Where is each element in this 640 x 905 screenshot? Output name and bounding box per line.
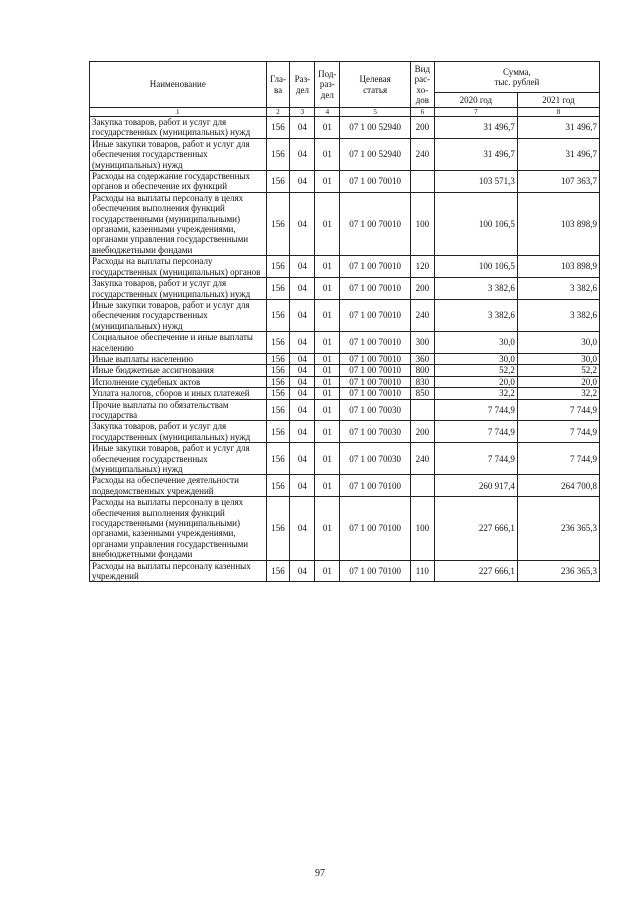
row-expense-type: 100 [410,192,434,255]
row-name: Иные закупки товаров, работ и услуг для обеспечения государственных (муниципальных) нужд [90,443,267,475]
table-row [90,497,600,560]
row-sum-2021: 103 898,9 [517,256,599,278]
table-row [90,256,600,278]
row-section: 04 [290,475,315,497]
column-number: 4 [315,108,340,117]
row-sum-2020: 31 496,7 [434,138,517,170]
row-subsection: 01 [315,399,340,421]
row-name: Исполнение судебных актов [90,376,267,387]
row-expense-type: 100 [410,497,434,560]
row-subsection: 01 [315,497,340,560]
row-expense-type: 200 [410,117,434,139]
table-row [90,117,600,139]
row-section: 04 [290,117,315,139]
row-sum-2020: 7 744,9 [434,443,517,475]
row-expense-type: 830 [410,376,434,387]
page-number: 97 [315,868,325,879]
row-name: Социальное обеспечение и иные выплаты населению [90,332,267,354]
header-chapter: Гла- ва [266,62,290,108]
row-section: 04 [290,421,315,443]
row-section: 04 [290,256,315,278]
row-expense-type: 360 [410,353,434,364]
row-expense-type: 300 [410,332,434,354]
row-target: 07 1 00 70010 [340,192,411,255]
row-chapter: 156 [266,332,290,354]
row-name: Расходы на выплаты персоналу государственных (муниципальных) органов [90,256,267,278]
row-name: Закупка товаров, работ и услуг для государственных (муниципальных) нужд [90,278,267,300]
row-section: 04 [290,138,315,170]
table-row [90,299,600,331]
header-name: Наименование [90,62,267,108]
row-sum-2021: 236 365,3 [517,560,599,582]
row-name: Закупка товаров, работ и услуг для государственных (муниципальных) нужд [90,421,267,443]
row-target: 07 1 00 70010 [340,376,411,387]
row-name: Расходы на содержание государственных органов и обеспечение их функций [90,171,267,193]
table-row [90,388,600,399]
row-target: 07 1 00 52940 [340,138,411,170]
row-subsection: 01 [315,278,340,300]
row-sum-2020: 7 744,9 [434,399,517,421]
row-sum-2020: 32,2 [434,388,517,399]
row-subsection: 01 [315,560,340,582]
row-section: 04 [290,332,315,354]
column-number: 7 [434,108,517,117]
row-sum-2021: 20,0 [517,376,599,387]
row-chapter: 156 [266,353,290,364]
row-sum-2021: 7 744,9 [517,421,599,443]
header-year-2020: 2020 год [434,93,517,108]
row-sum-2020: 227 666,1 [434,497,517,560]
column-number-row [90,108,600,117]
row-target: 07 1 00 70100 [340,560,411,582]
row-chapter: 156 [266,171,290,193]
table-row [90,278,600,300]
table-body [90,108,600,582]
row-expense-type: 850 [410,388,434,399]
row-section: 04 [290,171,315,193]
row-target: 07 1 00 70010 [340,365,411,376]
row-subsection: 01 [315,299,340,331]
row-sum-2021: 264 700,8 [517,475,599,497]
table-row [90,560,600,582]
table-row [90,421,600,443]
row-chapter: 156 [266,299,290,331]
row-subsection: 01 [315,353,340,364]
row-sum-2021: 31 496,7 [517,117,599,139]
table-row [90,138,600,170]
row-target: 07 1 00 70010 [340,353,411,364]
row-subsection: 01 [315,256,340,278]
row-chapter: 156 [266,399,290,421]
row-name: Уплата налогов, сборов и иных платежей [90,388,267,399]
row-sum-2021: 32,2 [517,388,599,399]
row-name: Иные закупки товаров, работ и услуг для обеспечения государственных (муниципальных) нужд [90,299,267,331]
row-subsection: 01 [315,192,340,255]
row-section: 04 [290,497,315,560]
row-sum-2020: 20,0 [434,376,517,387]
table-row [90,192,600,255]
row-sum-2020: 30,0 [434,353,517,364]
row-sum-2021: 30,0 [517,353,599,364]
row-target: 07 1 00 70010 [340,171,411,193]
table-row [90,171,600,193]
table-row [90,475,600,497]
row-subsection: 01 [315,332,340,354]
row-section: 04 [290,365,315,376]
column-number: 1 [90,108,267,117]
row-sum-2020: 30,0 [434,332,517,354]
row-sum-2021: 3 382,6 [517,299,599,331]
row-subsection: 01 [315,365,340,376]
row-sum-2020: 7 744,9 [434,421,517,443]
row-expense-type: 800 [410,365,434,376]
row-expense-type: 240 [410,299,434,331]
row-name: Прочие выплаты по обязательствам государства [90,399,267,421]
row-name: Расходы на обеспечение деятельности подведомственных учреждений [90,475,267,497]
row-expense-type: 200 [410,421,434,443]
row-sum-2020: 227 666,1 [434,560,517,582]
row-section: 04 [290,388,315,399]
row-chapter: 156 [266,475,290,497]
row-subsection: 01 [315,117,340,139]
row-section: 04 [290,299,315,331]
row-target: 07 1 00 70100 [340,475,411,497]
row-target: 07 1 00 70030 [340,443,411,475]
row-sum-2021: 7 744,9 [517,443,599,475]
row-expense-type [410,171,434,193]
column-number: 6 [410,108,434,117]
header-subsection: Под- раз- дел [315,62,340,108]
header-sum: Сумма, тыс. рублей [434,62,599,93]
row-subsection: 01 [315,138,340,170]
row-section: 04 [290,376,315,387]
row-sum-2020: 52,2 [434,365,517,376]
row-section: 04 [290,443,315,475]
row-sum-2021: 7 744,9 [517,399,599,421]
column-number: 2 [266,108,290,117]
row-chapter: 156 [266,443,290,475]
row-chapter: 156 [266,278,290,300]
row-chapter: 156 [266,497,290,560]
header-year-2021: 2021 год [517,93,599,108]
row-expense-type: 110 [410,560,434,582]
header-target: Целевая статья [340,62,411,108]
column-number: 8 [517,108,599,117]
row-name: Расходы на выплаты персоналу в целях обеспечения выполнения функций государственными (муниципальными) органами, казенными учреждениями, органами управления государственными внебюджетными фондами [90,497,267,560]
row-expense-type: 200 [410,278,434,300]
row-chapter: 156 [266,256,290,278]
row-name: Иные выплаты населению [90,353,267,364]
row-target: 07 1 00 70030 [340,421,411,443]
row-section: 04 [290,560,315,582]
header-expense-type: Вид рас- хо- дов [410,62,434,108]
row-target: 07 1 00 70010 [340,332,411,354]
row-expense-type: 120 [410,256,434,278]
row-expense-type [410,399,434,421]
row-name: Иные бюджетные ассигнования [90,365,267,376]
row-target: 07 1 00 70010 [340,256,411,278]
row-chapter: 156 [266,376,290,387]
row-section: 04 [290,353,315,364]
table-row [90,376,600,387]
row-subsection: 01 [315,421,340,443]
row-sum-2021: 31 496,7 [517,138,599,170]
row-sum-2021: 236 365,3 [517,497,599,560]
row-expense-type [410,475,434,497]
row-sum-2020: 100 106,5 [434,192,517,255]
row-expense-type: 240 [410,138,434,170]
row-target: 07 1 00 70100 [340,497,411,560]
row-sum-2020: 103 571,3 [434,171,517,193]
header-row [90,62,600,93]
row-target: 07 1 00 52940 [340,117,411,139]
row-target: 07 1 00 70010 [340,299,411,331]
row-chapter: 156 [266,560,290,582]
row-name: Иные закупки товаров, работ и услуг для обеспечения государственных (муниципальных) нужд [90,138,267,170]
row-sum-2021: 3 382,6 [517,278,599,300]
row-chapter: 156 [266,138,290,170]
row-sum-2021: 103 898,9 [517,192,599,255]
row-name: Расходы на выплаты персоналу в целях обеспечения выполнения функций государственными (муниципальными) органами, казенными учреждениями, органами управления государственными внебюджетными фондами [90,192,267,255]
row-section: 04 [290,192,315,255]
budget-table [89,61,600,582]
table-row [90,443,600,475]
row-chapter: 156 [266,365,290,376]
row-chapter: 156 [266,388,290,399]
row-sum-2021: 52,2 [517,365,599,376]
row-chapter: 156 [266,421,290,443]
row-sum-2021: 107 363,7 [517,171,599,193]
column-number: 5 [340,108,411,117]
row-sum-2020: 31 496,7 [434,117,517,139]
table-row [90,365,600,376]
row-sum-2021: 30,0 [517,332,599,354]
table-row [90,332,600,354]
row-subsection: 01 [315,475,340,497]
row-sum-2020: 100 106,5 [434,256,517,278]
row-chapter: 156 [266,192,290,255]
row-target: 07 1 00 70030 [340,399,411,421]
row-sum-2020: 260 917,4 [434,475,517,497]
row-name: Расходы на выплаты персоналу казенных учреждений [90,560,267,582]
table-row [90,399,600,421]
row-subsection: 01 [315,376,340,387]
row-subsection: 01 [315,388,340,399]
row-expense-type: 240 [410,443,434,475]
row-section: 04 [290,399,315,421]
column-number: 3 [290,108,315,117]
row-subsection: 01 [315,171,340,193]
row-sum-2020: 3 382,6 [434,278,517,300]
header-section: Раз- дел [290,62,315,108]
row-sum-2020: 3 382,6 [434,299,517,331]
table-row [90,353,600,364]
row-subsection: 01 [315,443,340,475]
row-target: 07 1 00 70010 [340,388,411,399]
row-target: 07 1 00 70010 [340,278,411,300]
row-name: Закупка товаров, работ и услуг для государственных (муниципальных) нужд [90,117,267,139]
row-chapter: 156 [266,117,290,139]
row-section: 04 [290,278,315,300]
